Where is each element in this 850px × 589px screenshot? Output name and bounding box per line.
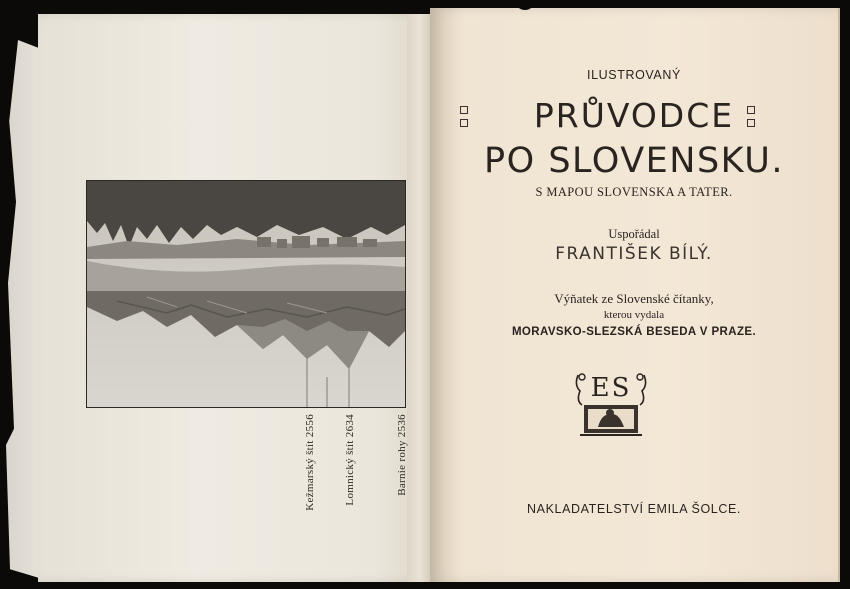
title-ilustrovany: ILUSTROVANÝ (587, 68, 681, 82)
published-by: kterou vydala (603, 309, 665, 321)
title-pruvodce: PRŮVODCE (533, 96, 735, 135)
publisher-vignette (572, 371, 650, 437)
ornament-square-icon (460, 119, 468, 127)
peak-label-kezmarsky-stit: Kežmarský štít 2556 (304, 414, 316, 511)
title-page (430, 8, 840, 582)
peak-label-barnie-rohy: Barnie rohy 2536 (396, 414, 408, 496)
imprint: NAKLADATELSTVÍ EMILA ŠOLCE. (527, 502, 741, 516)
ornament-square-icon (460, 106, 468, 114)
subtitle: S MAPOU SLOVENSKA A TATER. (535, 185, 733, 199)
excerpt-note: Výňatek ze Slovenské čítanky, (554, 291, 714, 306)
publisher-society: MORAVSKO-SLEZSKÁ BESEDA V PRAZE. (511, 326, 757, 338)
title-po-slovensku: PO SLOVENSKU. (484, 141, 784, 181)
frontispiece-plate (86, 180, 406, 408)
tatra-mountain-illustration (87, 181, 405, 407)
arranged-by: Uspořádal (608, 227, 660, 241)
author-name: FRANTIŠEK BÍLÝ. (555, 244, 713, 264)
peak-label-lomnicky-stit: Lomnický štít 2634 (344, 414, 356, 506)
ornament-square-icon (747, 119, 755, 127)
ornament-square-icon (747, 106, 755, 114)
vignette-monogram: ES (590, 373, 632, 403)
